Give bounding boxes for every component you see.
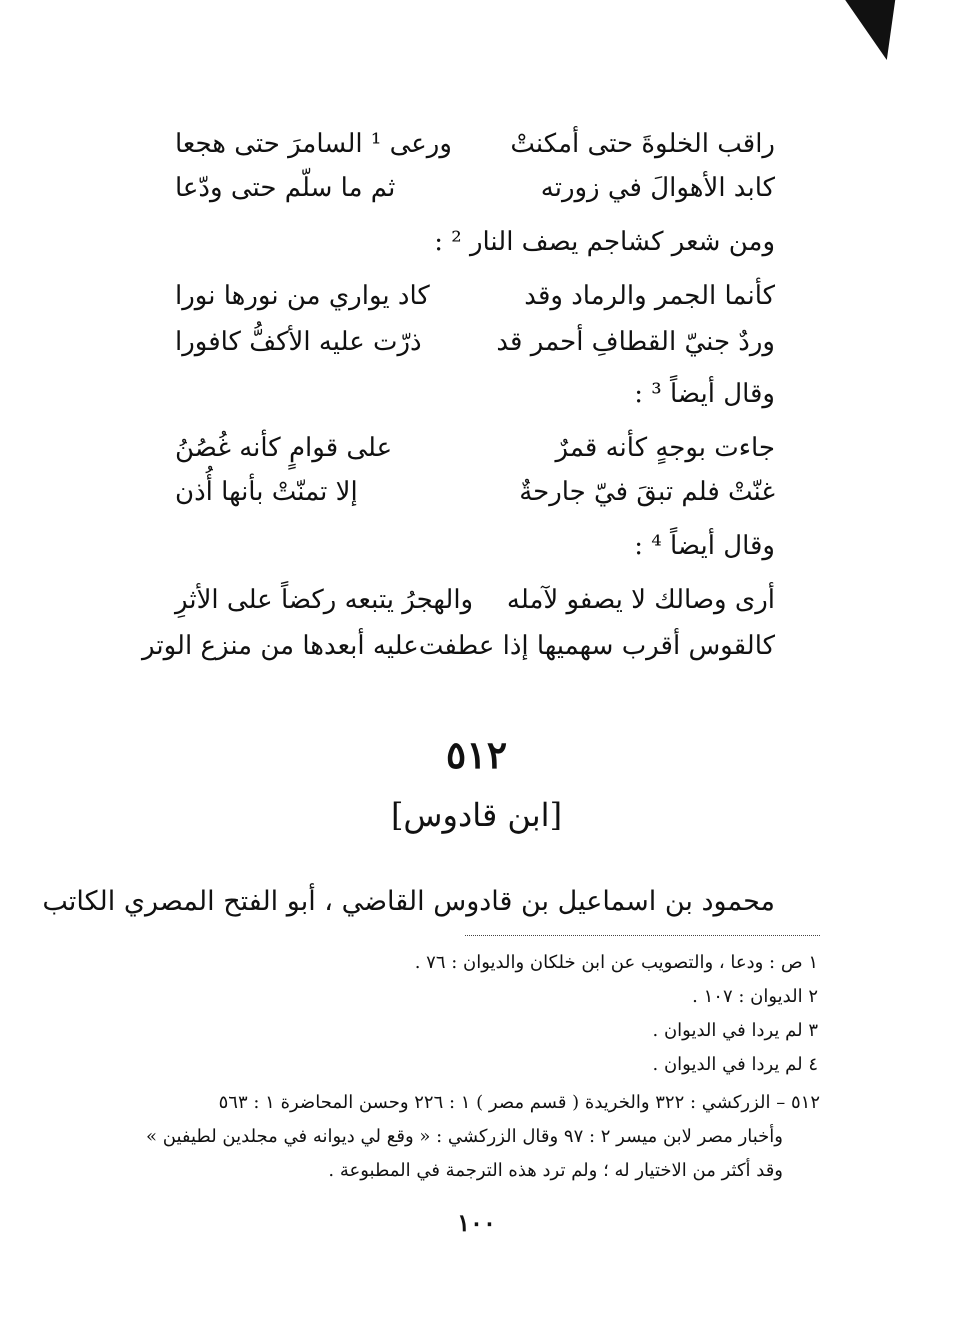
intro-line: وقال أيضاً ³ : xyxy=(634,379,775,409)
verse-first-hemistich: أرى وصالك لا يصفو لآمله xyxy=(506,585,775,615)
footnote: ١ ص : ودعا ، والتصويب عن ابن خلكان والديوان : ٧٦ . xyxy=(414,952,818,973)
verse-line xyxy=(175,580,775,620)
verse-second-hemistich: كاد يواري من نورها نورا xyxy=(175,281,430,311)
verse-first-hemistich: كالقوس أقرب سهميها إذا عطفت xyxy=(418,631,775,661)
footnote: ٣ لم يردا في الديوان . xyxy=(652,1020,818,1041)
entry-note-line: وقد أكثر من الاختيار له ؛ ولم ترد هذه الترجمة في المطبوعة . xyxy=(328,1160,783,1181)
verse-second-hemistich: ذرّت عليه الأكفُّ كافورا xyxy=(175,327,422,357)
verse-second-hemistich: إلا تمنّتْ بأنها أُذن xyxy=(175,477,358,507)
entry-note-line: وأخبار مصر لابن ميسر ٢ : ٩٧ وقال الزركشي : « وقع لي ديوانه في مجلدين لطيفين » xyxy=(146,1126,783,1147)
intro-line: ومن شعر كشاجم يصف النار ² : xyxy=(434,227,775,257)
footnote-separator xyxy=(465,935,820,936)
verse-second-hemistich: والهجرُ يتبعه ركضاً على الأثرِ xyxy=(175,585,474,615)
verse-first-hemistich: غنّتْ فلم تبقَ فيّ جارحةٌ xyxy=(519,477,775,507)
verse-line xyxy=(142,626,775,666)
verse-second-hemistich: على قوامٍ كأنه غُصُنُ xyxy=(175,433,393,463)
verse-first-hemistich: راقب الخلوةَ حتى أمكنتْ xyxy=(510,129,775,159)
verse-second-hemistich: عليه أبعدها من منزع الوتر xyxy=(142,631,419,661)
verse-first-hemistich: كابد الأهوالَ في زورته xyxy=(540,173,775,203)
verse-line xyxy=(175,276,775,316)
footnote: ٤ لم يردا في الديوان . xyxy=(652,1054,818,1075)
page-number: ١٠٠ xyxy=(457,1208,496,1237)
verse-line xyxy=(175,428,775,468)
verse-line xyxy=(175,168,775,208)
entry-name: [ابن قادوس] xyxy=(390,796,563,834)
entry-number: ٥١٢ xyxy=(445,732,508,777)
verse-line xyxy=(175,472,775,512)
verse-second-hemistich: ورعى ¹ السامرَ حتى هجعا xyxy=(175,129,452,159)
verse-first-hemistich: جاءت بوجهٍ كأنه قمرٌ xyxy=(555,433,775,463)
verse-first-hemistich: كأنما الجمر والرماد وقد xyxy=(524,281,775,311)
intro-line: وقال أيضاً ⁴ : xyxy=(634,531,775,561)
verse-first-hemistich: وردٌ جنيّ القطافِ أحمر قد xyxy=(496,327,775,357)
entry-note-line: ٥١٢ – الزركشي : ٣٢٢ والخريدة ( قسم مصر ) ١ : ٢٢٦ وحسن المحاضرة ١ : ٥٦٣ xyxy=(218,1092,820,1113)
verse-line xyxy=(175,322,775,362)
footnote: ٢ الديوان : ١٠٧ . xyxy=(692,986,818,1007)
verse-line xyxy=(175,124,775,164)
verse-second-hemistich: ثم ما سلّم حتى ودّعا xyxy=(175,173,396,203)
biography-line: محمود بن اسماعيل بن قادوس القاضي ، أبو الفتح المصري الكاتب xyxy=(42,886,775,917)
